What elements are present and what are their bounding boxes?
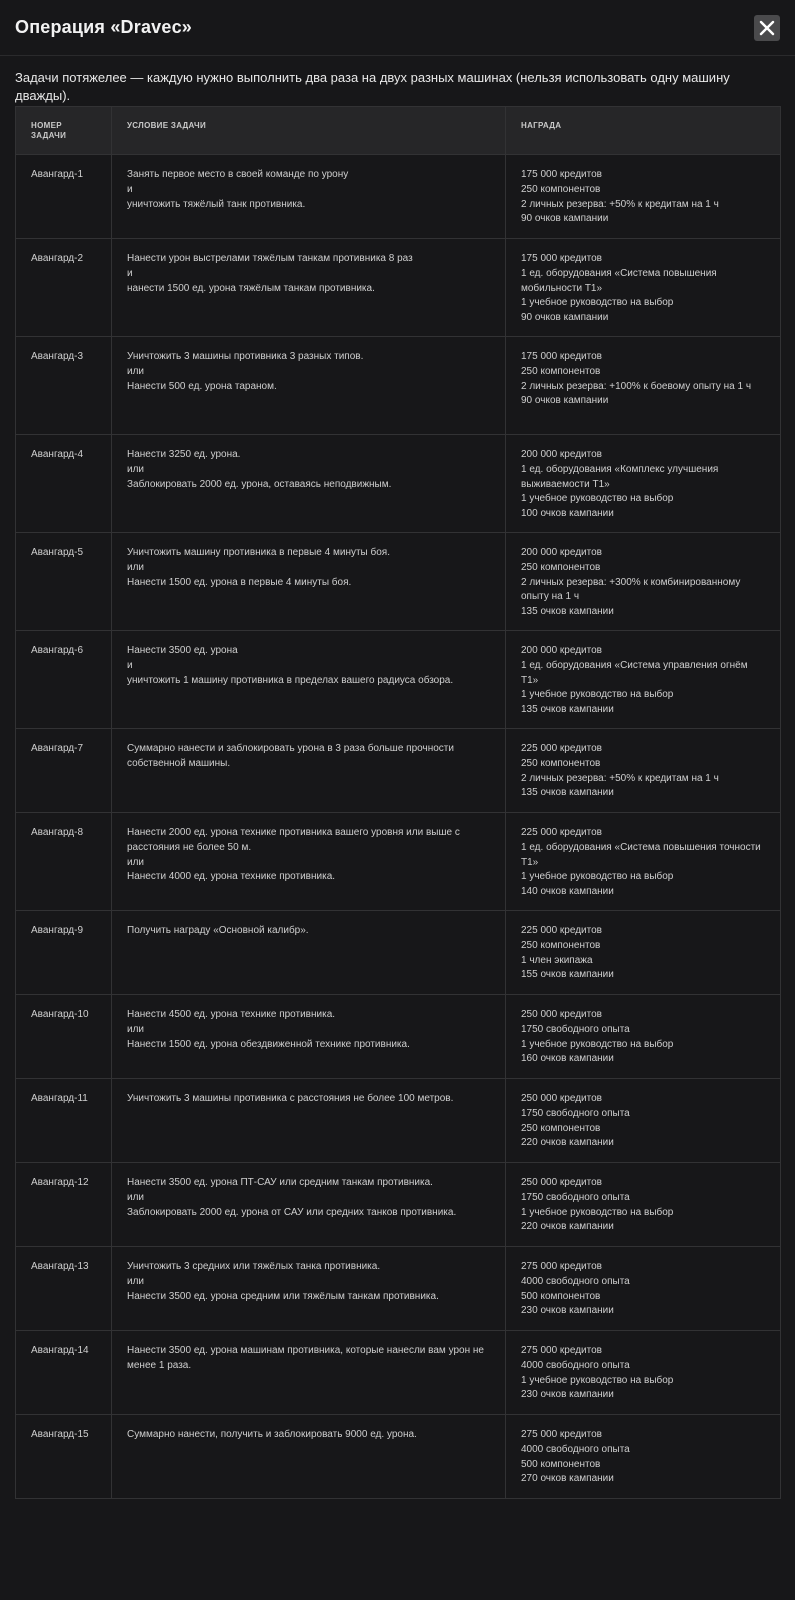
reward-line: 1750 свободного опыта <box>521 1191 630 1203</box>
close-button[interactable] <box>754 15 780 41</box>
reward-line: 4000 свободного опыта <box>521 1443 630 1455</box>
condition-line: уничтожить 1 машину противника в пределах вашего радиуса обзора. <box>127 674 454 686</box>
reward-line: 1 член экипажа <box>521 954 593 966</box>
task-condition <box>112 435 506 533</box>
reward-line: 175 000 кредитов <box>521 351 602 362</box>
task-condition <box>112 337 506 435</box>
condition-line: или <box>127 561 145 573</box>
task-reward <box>506 1331 781 1415</box>
reward-line: 250 компонентов <box>521 1122 601 1134</box>
reward-line: 1 учебное руководство на выбор <box>521 871 674 883</box>
condition-line: Занять первое место в своей команде по урону <box>127 169 349 180</box>
reward-line: 250 компонентов <box>521 757 601 769</box>
task-condition <box>112 239 506 337</box>
task-reward <box>506 1415 781 1499</box>
task-condition <box>112 155 506 239</box>
table-row <box>16 435 781 533</box>
task-condition <box>112 1247 506 1331</box>
condition-line: нанести 1500 ед. урона тяжёлым танкам противника. <box>127 282 375 294</box>
reward-line: 250 компонентов <box>521 183 601 195</box>
condition-line: Нанести 4000 ед. урона технике противника. <box>127 871 336 883</box>
reward-line: 200 000 кредитов <box>521 449 602 460</box>
reward-line: 225 000 кредитов <box>521 743 602 754</box>
table-row <box>16 337 781 435</box>
dialog-header <box>0 0 795 56</box>
task-reward <box>506 155 781 239</box>
reward-line: 1 учебное руководство на выбор <box>521 1038 674 1050</box>
task-number: Авангард-2 <box>16 239 112 337</box>
condition-line: или <box>127 1023 145 1035</box>
task-condition <box>112 533 506 631</box>
condition-line: или <box>127 463 145 475</box>
task-condition <box>112 911 506 995</box>
condition-line: Суммарно нанести и заблокировать урона в 3 раза больше прочности собственной машины. <box>127 743 454 769</box>
reward-line: 200 000 кредитов <box>521 645 602 656</box>
task-number: Авангард-7 <box>16 729 112 813</box>
task-condition <box>112 1331 506 1415</box>
column-header-reward: НАГРАДА <box>506 107 781 155</box>
reward-line: 250 компонентов <box>521 365 601 377</box>
task-number: Авангард-1 <box>16 155 112 239</box>
task-reward <box>506 1079 781 1163</box>
reward-line: 1750 свободного опыта <box>521 1023 630 1035</box>
table-row <box>16 1163 781 1247</box>
reward-line: 2 личных резерва: +100% к боевому опыту на 1 ч <box>521 380 752 392</box>
task-reward <box>506 995 781 1079</box>
table-row <box>16 1331 781 1415</box>
reward-line: 4000 свободного опыта <box>521 1275 630 1287</box>
reward-line: 90 очков кампании <box>521 312 609 324</box>
condition-line: Уничтожить 3 машины противника 3 разных типов. <box>127 351 364 362</box>
condition-line: уничтожить тяжёлый танк противника. <box>127 198 306 210</box>
condition-line: Нанести 3500 ед. урона <box>127 645 238 656</box>
reward-line: 1 ед. оборудования «Система повышения мобильности T1» <box>521 267 717 294</box>
condition-line: Уничтожить 3 машины противника с расстояния не более 100 метров. <box>127 1093 454 1104</box>
dialog-title: Операция «Dravec» <box>15 17 192 37</box>
reward-line: 220 очков кампании <box>521 1221 614 1233</box>
condition-line: Нанести урон выстрелами тяжёлым танкам противника 8 раз <box>127 253 413 264</box>
task-condition <box>112 631 506 729</box>
table-row <box>16 631 781 729</box>
reward-line: 160 очков кампании <box>521 1053 614 1065</box>
reward-line: 100 очков кампании <box>521 508 614 520</box>
condition-line: или <box>127 1191 145 1203</box>
reward-line: 1 учебное руководство на выбор <box>521 493 674 505</box>
condition-line: Суммарно нанести, получить и заблокировать 9000 ед. урона. <box>127 1429 417 1440</box>
reward-line: 175 000 кредитов <box>521 253 602 264</box>
task-condition <box>112 729 506 813</box>
task-number: Авангард-3 <box>16 337 112 435</box>
reward-line: 275 000 кредитов <box>521 1261 602 1272</box>
reward-line: 135 очков кампании <box>521 704 614 716</box>
condition-line: Нанести 500 ед. урона тараном. <box>127 380 277 392</box>
table-row <box>16 533 781 631</box>
reward-line: 1 учебное руководство на выбор <box>521 297 674 309</box>
condition-line: и <box>127 183 133 195</box>
reward-line: 275 000 кредитов <box>521 1345 602 1356</box>
reward-line: 175 000 кредитов <box>521 169 602 180</box>
close-icon <box>759 20 775 36</box>
condition-line: Нанести 1500 ед. урона в первые 4 минуты боя. <box>127 576 352 588</box>
table-row <box>16 1079 781 1163</box>
table-row <box>16 995 781 1079</box>
task-number: Авангард-13 <box>16 1247 112 1331</box>
task-number: Авангард-9 <box>16 911 112 995</box>
condition-line: Нанести 3500 ед. урона средним или тяжёлым танкам противника. <box>127 1290 439 1302</box>
reward-line: 200 000 кредитов <box>521 547 602 558</box>
task-reward <box>506 911 781 995</box>
task-number: Авангард-12 <box>16 1163 112 1247</box>
task-condition <box>112 813 506 911</box>
task-reward <box>506 239 781 337</box>
task-number: Авангард-5 <box>16 533 112 631</box>
task-condition <box>112 1163 506 1247</box>
task-reward <box>506 1163 781 1247</box>
condition-line: Уничтожить 3 средних или тяжёлых танка противника. <box>127 1261 381 1272</box>
task-number: Авангард-6 <box>16 631 112 729</box>
condition-line: Заблокировать 2000 ед. урона от САУ или средних танков противника. <box>127 1206 457 1218</box>
task-condition <box>112 1415 506 1499</box>
task-number: Авангард-14 <box>16 1331 112 1415</box>
task-reward <box>506 1247 781 1331</box>
reward-line: 1 ед. оборудования «Комплекс улучшения выживаемости T1» <box>521 463 719 490</box>
condition-line: Нанести 3500 ед. урона машинам противника, которые нанесли вам урон не менее 1 раза. <box>127 1345 484 1371</box>
reward-line: 135 очков кампании <box>521 787 614 799</box>
reward-line: 4000 свободного опыта <box>521 1359 630 1371</box>
table-row <box>16 813 781 911</box>
condition-line: Нанести 1500 ед. урона обездвиженной технике противника. <box>127 1038 410 1050</box>
table-body <box>16 155 781 1499</box>
condition-line: и <box>127 267 133 279</box>
reward-line: 230 очков кампании <box>521 1389 614 1401</box>
condition-line: Получить награду «Основной калибр». <box>127 925 309 936</box>
condition-line: Нанести 4500 ед. урона технике противника. <box>127 1009 336 1020</box>
reward-line: 135 очков кампании <box>521 606 614 618</box>
reward-line: 250 000 кредитов <box>521 1093 602 1104</box>
task-reward <box>506 533 781 631</box>
task-number: Авангард-10 <box>16 995 112 1079</box>
task-number: Авангард-15 <box>16 1415 112 1499</box>
reward-line: 90 очков кампании <box>521 213 609 225</box>
reward-line: 2 личных резерва: +50% к кредитам на 1 ч <box>521 772 719 784</box>
condition-line: или <box>127 1275 145 1287</box>
condition-line: или <box>127 365 145 377</box>
reward-line: 1 ед. оборудования «Система управления огнём T1» <box>521 659 748 686</box>
reward-line: 1750 свободного опыта <box>521 1107 630 1119</box>
reward-line: 225 000 кредитов <box>521 925 602 936</box>
task-number: Авангард-11 <box>16 1079 112 1163</box>
reward-line: 220 очков кампании <box>521 1137 614 1149</box>
table-header-row <box>16 107 781 155</box>
tasks-table-container <box>15 106 780 1499</box>
reward-line: 1 учебное руководство на выбор <box>521 1374 674 1386</box>
reward-line: 90 очков кампании <box>521 395 609 407</box>
task-number: Авангард-4 <box>16 435 112 533</box>
tasks-table <box>15 106 781 1499</box>
reward-line: 2 личных резерва: +50% к кредитам на 1 ч <box>521 198 719 210</box>
reward-line: 140 очков кампании <box>521 886 614 898</box>
reward-line: 250 000 кредитов <box>521 1177 602 1188</box>
condition-line: Нанести 3250 ед. урона. <box>127 449 241 460</box>
reward-line: 1 ед. оборудования «Система повышения точности T1» <box>521 841 761 868</box>
table-row <box>16 155 781 239</box>
task-reward <box>506 631 781 729</box>
reward-line: 275 000 кредитов <box>521 1429 602 1440</box>
table-row <box>16 911 781 995</box>
reward-line: 250 000 кредитов <box>521 1009 602 1020</box>
condition-line: Заблокировать 2000 ед. урона, оставаясь неподвижным. <box>127 478 392 490</box>
reward-line: 500 компонентов <box>521 1458 601 1470</box>
reward-line: 250 компонентов <box>521 939 601 951</box>
task-reward <box>506 435 781 533</box>
table-row <box>16 239 781 337</box>
condition-line: Нанести 2000 ед. урона технике противника вашего уровня или выше с расстояния не более 50 м. <box>127 827 460 853</box>
column-header-condition: УСЛОВИЕ ЗАДАЧИ <box>112 107 506 155</box>
reward-line: 1 учебное руководство на выбор <box>521 689 674 701</box>
task-reward <box>506 729 781 813</box>
task-number: Авангард-8 <box>16 813 112 911</box>
reward-line: 500 компонентов <box>521 1290 601 1302</box>
intro-text: Задачи потяжелее — каждую нужно выполнить два раза на двух разных машинах (нельзя использовать одну машину дважды). <box>15 70 730 103</box>
table-row <box>16 1247 781 1331</box>
reward-line: 250 компонентов <box>521 561 601 573</box>
table-row <box>16 729 781 813</box>
reward-line: 2 личных резерва: +300% к комбинированному опыту на 1 ч <box>521 576 741 603</box>
task-condition <box>112 1079 506 1163</box>
table-row <box>16 1415 781 1499</box>
reward-line: 225 000 кредитов <box>521 827 602 838</box>
task-condition <box>112 995 506 1079</box>
task-reward <box>506 813 781 911</box>
reward-line: 1 учебное руководство на выбор <box>521 1206 674 1218</box>
reward-line: 230 очков кампании <box>521 1305 614 1317</box>
reward-line: 155 очков кампании <box>521 969 614 981</box>
condition-line: и <box>127 659 133 671</box>
column-header-number: НОМЕР ЗАДАЧИ <box>16 107 112 155</box>
condition-line: Уничтожить машину противника в первые 4 минуты боя. <box>127 547 390 558</box>
condition-line: или <box>127 856 145 868</box>
reward-line: 270 очков кампании <box>521 1473 614 1485</box>
task-reward <box>506 337 781 435</box>
condition-line: Нанести 3500 ед. урона ПТ-САУ или средним танкам противника. <box>127 1177 433 1188</box>
